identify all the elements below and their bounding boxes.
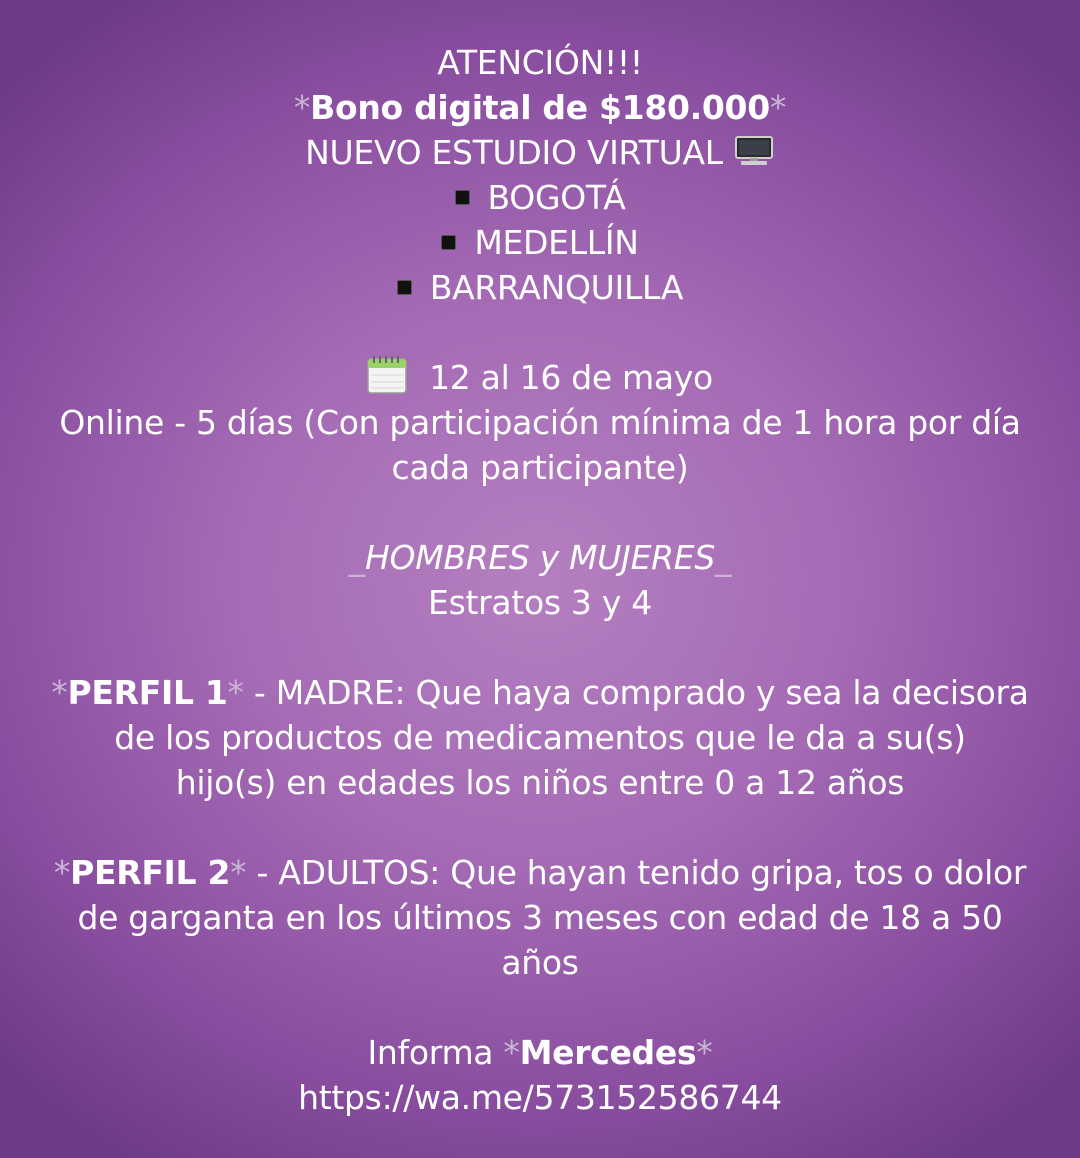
profile2-star-open: * bbox=[53, 853, 71, 892]
city-label: BARRANQUILLA bbox=[429, 268, 684, 307]
black-small-square-icon bbox=[397, 280, 412, 295]
bonus-star-close: * bbox=[769, 88, 787, 127]
profile1-line-3 bbox=[0, 760, 1080, 805]
bonus-text: Bono digital de $180.000 bbox=[310, 88, 770, 127]
city-item bbox=[0, 220, 1080, 265]
studio-line bbox=[0, 130, 1080, 175]
online-text-1: Online - 5 días (Con participación mínima de 1 hora por día bbox=[59, 403, 1021, 442]
black-small-square-icon bbox=[441, 235, 456, 250]
black-small-square-icon bbox=[455, 190, 470, 205]
bonus-star-open: * bbox=[293, 88, 311, 127]
desktop-computer-icon bbox=[733, 136, 775, 166]
profile1-line-1 bbox=[0, 670, 1080, 715]
profile2-text-3: años bbox=[501, 943, 579, 982]
profile2-label: PERFIL 2 bbox=[70, 853, 231, 892]
online-line-1 bbox=[0, 400, 1080, 445]
city-label: BOGOTÁ bbox=[487, 178, 626, 217]
contact-line bbox=[0, 1030, 1080, 1075]
profile1-star-close: * bbox=[227, 673, 244, 712]
informa-text: Informa bbox=[367, 1033, 504, 1072]
profile2-line-2 bbox=[0, 895, 1080, 940]
attention-heading bbox=[0, 40, 1080, 85]
profile1-star-open: * bbox=[51, 673, 68, 712]
dates-line bbox=[0, 355, 1080, 400]
city-item bbox=[0, 265, 1080, 310]
online-line-2 bbox=[0, 445, 1080, 490]
city-label: MEDELLÍN bbox=[474, 223, 639, 262]
profile1-text-3: hijo(s) en edades los niños entre 0 a 12 años bbox=[175, 763, 905, 802]
profile2-line-3 bbox=[0, 940, 1080, 985]
studio-text: NUEVO ESTUDIO VIRTUAL bbox=[305, 133, 723, 172]
underscore-close: _ bbox=[714, 538, 732, 577]
calendar-icon bbox=[367, 355, 407, 395]
contact-star-open: * bbox=[503, 1033, 520, 1072]
whatsapp-link[interactable]: https://wa.me/573152586744 bbox=[298, 1078, 782, 1117]
profile1-text-1: - MADRE: Que haya comprado y sea la decisora bbox=[243, 673, 1029, 712]
profile2-text-1: - ADULTOS: Que hayan tenido gripa, tos o dolor bbox=[246, 853, 1027, 892]
contact-link-line bbox=[0, 1075, 1080, 1120]
underscore-open: _ bbox=[348, 538, 365, 577]
city-item bbox=[0, 175, 1080, 220]
genders-line bbox=[0, 535, 1080, 580]
profile1-label: PERFIL 1 bbox=[67, 673, 228, 712]
profile2-text-2: de garganta en los últimos 3 meses con edad de 18 a 50 bbox=[77, 898, 1003, 937]
profile1-text-2: de los productos de medicamentos que le da a su(s) bbox=[114, 718, 966, 757]
genders-text: HOMBRES y MUJERES bbox=[365, 538, 715, 577]
contact-name: Mercedes bbox=[519, 1033, 697, 1072]
attention-text: ATENCIÓN!!! bbox=[437, 43, 643, 82]
contact-star-close: * bbox=[696, 1033, 713, 1072]
profile2-star-close: * bbox=[230, 853, 247, 892]
online-text-2: cada participante) bbox=[391, 448, 689, 487]
strata-text: Estratos 3 y 4 bbox=[428, 583, 652, 622]
strata-line bbox=[0, 580, 1080, 625]
bonus-line bbox=[0, 85, 1080, 130]
profile2-line-1 bbox=[0, 850, 1080, 895]
profile1-line-2 bbox=[0, 715, 1080, 760]
dates-text: 12 al 16 de mayo bbox=[429, 358, 713, 397]
